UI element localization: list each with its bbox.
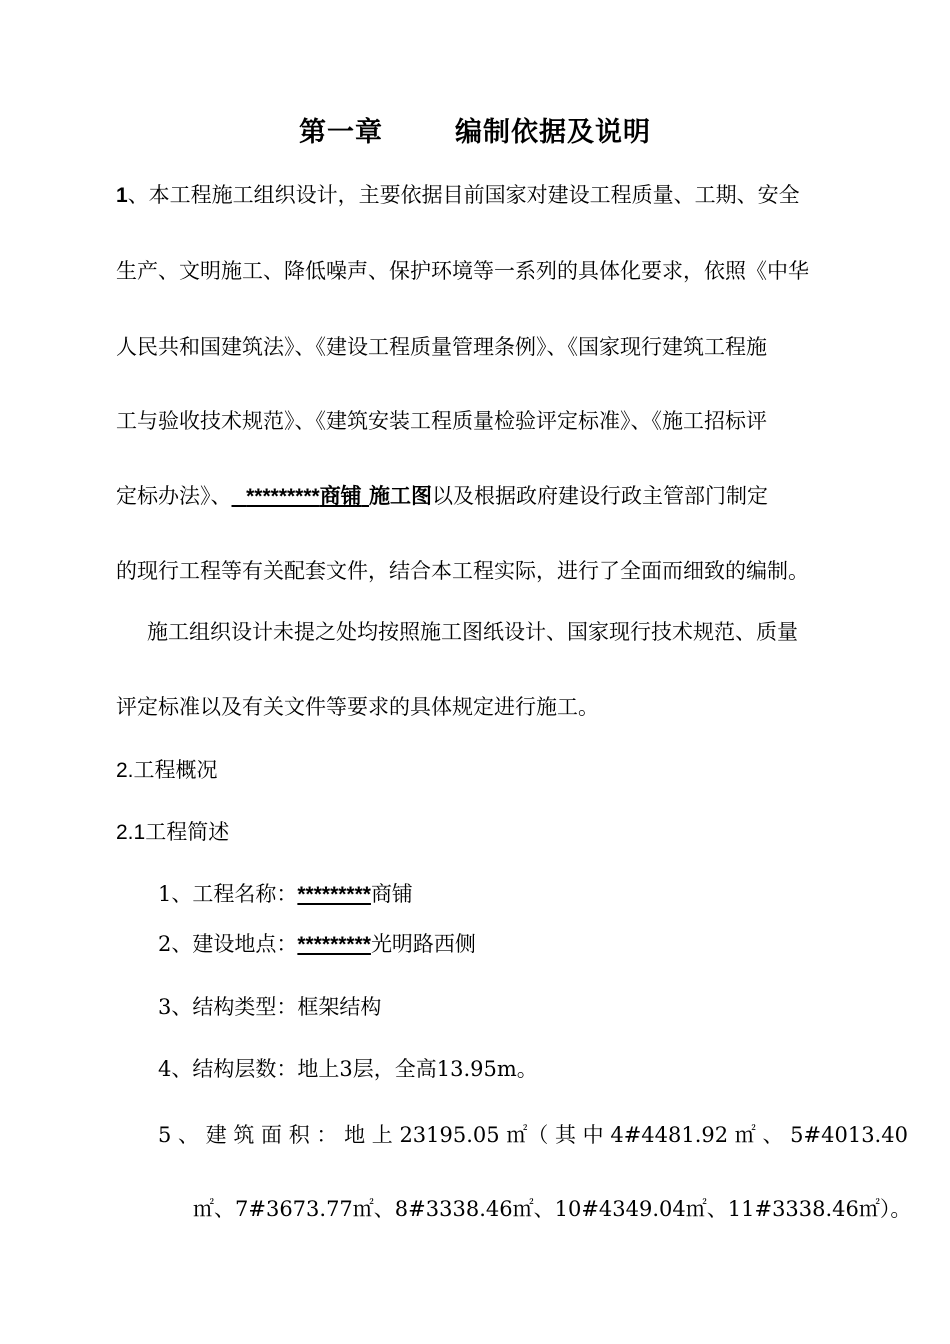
section-2-heading — [116, 756, 858, 785]
item-building-area-line2: ㎡、7#3673.77㎡、8#3338.46㎡、10#4349.04㎡、11#3338.46㎡）。 — [193, 1197, 912, 1221]
section-2-1-number: 2.1 — [116, 821, 146, 844]
para1-line1 — [116, 181, 858, 210]
para1-line4: 工与验收技术规范》、《建筑安装工程质量检验评定标准》、《施工招标评 — [116, 409, 767, 433]
project-name-shop: 商铺 — [319, 483, 362, 508]
para2-line2: 评定标准以及有关文件等要求的具体规定进行施工。 — [116, 695, 599, 719]
item1-stars: ********* — [297, 883, 371, 906]
item2-label: 2、建设地点： — [158, 932, 298, 956]
chapter-number: 第一章 — [299, 117, 383, 148]
construction-drawing: 施工图 — [369, 483, 432, 508]
item1-value: 商铺 — [370, 882, 413, 906]
project-name-underlined — [232, 483, 370, 508]
section-2-1-heading — [116, 818, 858, 847]
section-2-1-title: 工程简述 — [145, 820, 230, 844]
item2-value: 光明路西侧 — [370, 932, 476, 956]
item-project-name — [158, 880, 413, 909]
para1-line5-post: 以及根据政府建设行政主管部门制定 — [432, 484, 768, 508]
chapter-heading: 编制依据及说明 — [455, 117, 651, 148]
item-building-area-line1: 5 、 建 筑 面 积 ： 地 上 23195.05 ㎡（ 其 中 4#4481.92 ㎡ 、 5#4013.40 — [158, 1123, 908, 1147]
para1-line1-text: 、本工程施工组织设计，主要依据目前国家对建设工程质量、工期、安全 — [127, 183, 800, 207]
section-2-number: 2. — [116, 759, 134, 782]
project-name-stars: ********* — [246, 485, 320, 508]
item-structure-floors: 4、结构层数：地上3层，全高13.95m。 — [158, 1057, 538, 1081]
para1-number: 1 — [116, 184, 128, 207]
para1-line2: 生产、文明施工、降低噪声、保护环境等一系列的具体化要求，依照《中华 — [116, 259, 809, 283]
para1-line5-pre: 定标办法》、 — [116, 484, 232, 508]
para1-line6: 的现行工程等有关配套文件，结合本工程实际，进行了全面而细致的编制。 — [116, 559, 809, 583]
para1-line3: 人民共和国建筑法》、《建设工程质量管理条例》、《国家现行建筑工程施 — [116, 335, 767, 359]
item-structure-type: 3、结构类型：框架结构 — [158, 995, 382, 1019]
chapter-title — [0, 110, 950, 149]
item2-stars: ********* — [297, 933, 371, 956]
item1-label: 1、工程名称： — [158, 882, 298, 906]
para2-line1: 施工组织设计未提之处均按照施工图纸设计、国家现行技术规范、质量 — [147, 620, 798, 644]
item-location — [158, 930, 476, 959]
para1-line5 — [116, 482, 858, 511]
section-2-title: 工程概况 — [133, 758, 218, 782]
